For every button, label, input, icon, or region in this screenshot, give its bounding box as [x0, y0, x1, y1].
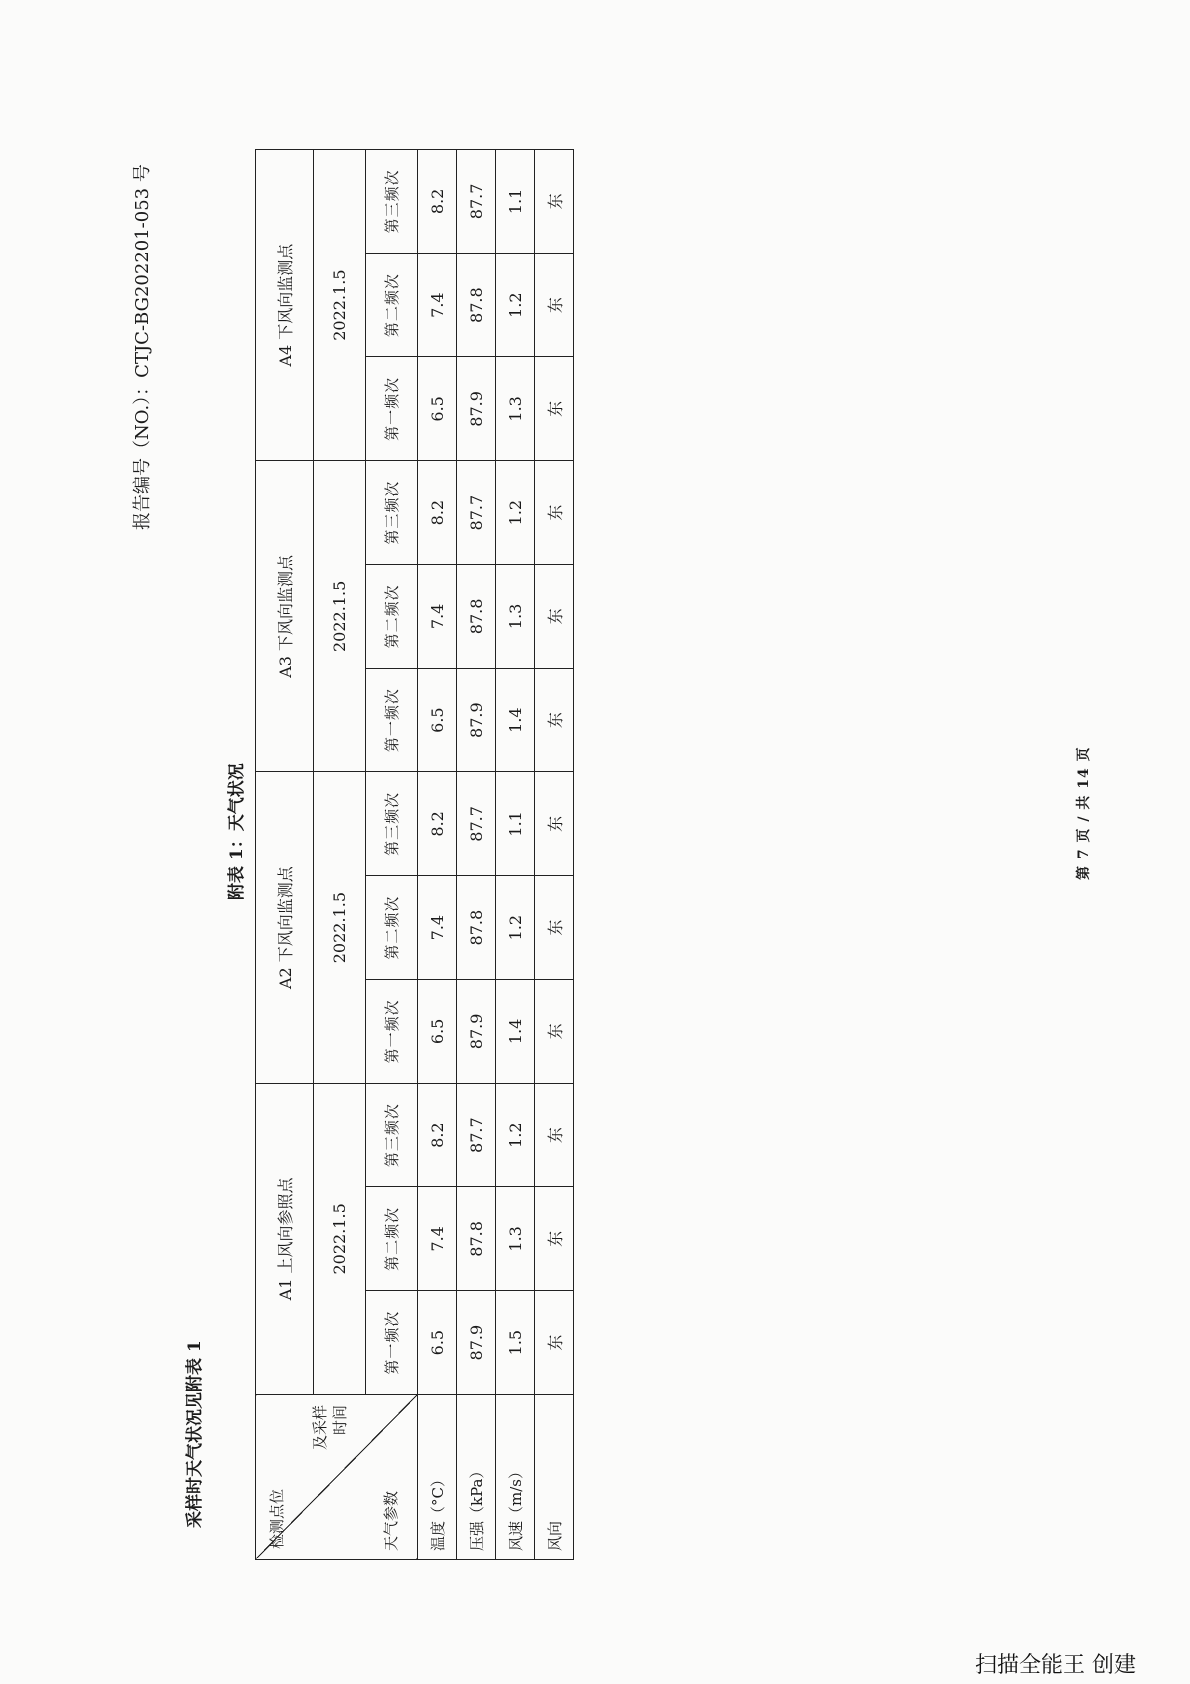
table-cell: 7.4 [418, 253, 457, 357]
row-label: 风向 [535, 1395, 574, 1560]
table-cell: 1.4 [496, 980, 535, 1084]
table-cell: 东 [535, 253, 574, 357]
table-cell: 6.5 [418, 668, 457, 772]
table-cell: 1.4 [496, 668, 535, 772]
table-cell: 87.7 [457, 150, 496, 254]
frequency-cell: 第二频次 [366, 876, 418, 980]
table-cell: 东 [535, 150, 574, 254]
row-label: 风速（m/s） [496, 1395, 535, 1560]
table-cell: 87.8 [457, 565, 496, 669]
weather-table [255, 149, 574, 1560]
report-number: 报告编号（NO.）：CTJC-BG202201-053 号 [132, 164, 153, 530]
page-number: 第 7 页 / 共 14 页 [1076, 746, 1092, 880]
header-row-dates [314, 150, 366, 1560]
point-name-a3: A3 下风向监测点 [256, 461, 314, 772]
table-cell: 6.5 [418, 1291, 457, 1395]
table-cell: 东 [535, 1291, 574, 1395]
weather-table-container [255, 149, 574, 1560]
point-date-a4: 2022.1.5 [314, 150, 366, 461]
table-cell: 东 [535, 876, 574, 980]
table-cell: 87.9 [457, 357, 496, 461]
header-corner-cell [256, 1395, 418, 1560]
table-cell: 东 [535, 1083, 574, 1187]
point-date-a1: 2022.1.5 [314, 1083, 366, 1394]
table-cell: 8.2 [418, 772, 457, 876]
frequency-cell: 第二频次 [366, 253, 418, 357]
table-cell: 87.8 [457, 876, 496, 980]
point-date-a2: 2022.1.5 [314, 772, 366, 1083]
table-caption: 附表 1：天气状况 [227, 763, 247, 900]
point-date-a3: 2022.1.5 [314, 461, 366, 772]
table-cell: 87.9 [457, 980, 496, 1084]
header-corner-bottom: 天气参数 [382, 1490, 400, 1551]
header-corner-middle-line1: 及采样 [311, 1405, 329, 1451]
header-corner-middle [310, 1405, 350, 1450]
table-cell: 6.5 [418, 980, 457, 1084]
table-cell: 87.8 [457, 253, 496, 357]
frequency-cell: 第三频次 [366, 772, 418, 876]
frequency-cell: 第二频次 [366, 1187, 418, 1291]
table-row-temperature [418, 150, 457, 1560]
table-cell: 87.9 [457, 1291, 496, 1395]
intro-text: 采样时天气状况见附表 1 [185, 1340, 205, 1528]
table-cell: 1.2 [496, 876, 535, 980]
header-row-points [256, 150, 314, 1560]
frequency-cell: 第三频次 [366, 150, 418, 254]
point-name-a1: A1 上风向参照点 [256, 1083, 314, 1394]
table-row-wind-direction [535, 150, 574, 1560]
table-cell: 8.2 [418, 461, 457, 565]
table-cell: 8.2 [418, 150, 457, 254]
table-cell: 东 [535, 565, 574, 669]
table-cell: 87.7 [457, 461, 496, 565]
table-cell: 87.7 [457, 1083, 496, 1187]
table-cell: 1.2 [496, 253, 535, 357]
table-cell: 87.8 [457, 1187, 496, 1291]
frequency-cell: 第三频次 [366, 461, 418, 565]
header-row-frequencies [366, 150, 418, 1560]
table-cell: 东 [535, 772, 574, 876]
point-name-a4: A4 下风向监测点 [256, 150, 314, 461]
table-cell: 1.1 [496, 150, 535, 254]
table-cell: 1.1 [496, 772, 535, 876]
frequency-cell: 第三频次 [366, 1083, 418, 1187]
table-cell: 7.4 [418, 1187, 457, 1291]
point-name-a2: A2 下风向监测点 [256, 772, 314, 1083]
table-cell: 6.5 [418, 357, 457, 461]
table-cell: 东 [535, 1187, 574, 1291]
table-cell: 87.7 [457, 772, 496, 876]
frequency-cell: 第一频次 [366, 357, 418, 461]
table-cell: 7.4 [418, 565, 457, 669]
row-label: 压强（kPa） [457, 1395, 496, 1560]
frequency-cell: 第一频次 [366, 668, 418, 772]
table-cell: 1.2 [496, 461, 535, 565]
row-label: 温度（°C） [418, 1395, 457, 1560]
table-cell: 东 [535, 461, 574, 565]
table-cell: 7.4 [418, 876, 457, 980]
header-corner-top: 检测点位 [268, 1488, 286, 1549]
frequency-cell: 第二频次 [366, 565, 418, 669]
table-cell: 87.9 [457, 668, 496, 772]
table-cell: 1.5 [496, 1291, 535, 1395]
table-cell: 东 [535, 357, 574, 461]
table-cell: 东 [535, 668, 574, 772]
frequency-cell: 第一频次 [366, 1291, 418, 1395]
table-cell: 8.2 [418, 1083, 457, 1187]
frequency-cell: 第一频次 [366, 980, 418, 1084]
table-row-pressure [457, 150, 496, 1560]
table-cell: 东 [535, 980, 574, 1084]
scanner-watermark: 扫描全能王 创建 [975, 1653, 1136, 1678]
table-cell: 1.3 [496, 565, 535, 669]
table-cell: 1.2 [496, 1083, 535, 1187]
table-row-wind-speed [496, 150, 535, 1560]
table-cell: 1.3 [496, 1187, 535, 1291]
table-cell: 1.3 [496, 357, 535, 461]
header-corner-middle-line2: 时间 [331, 1405, 349, 1436]
